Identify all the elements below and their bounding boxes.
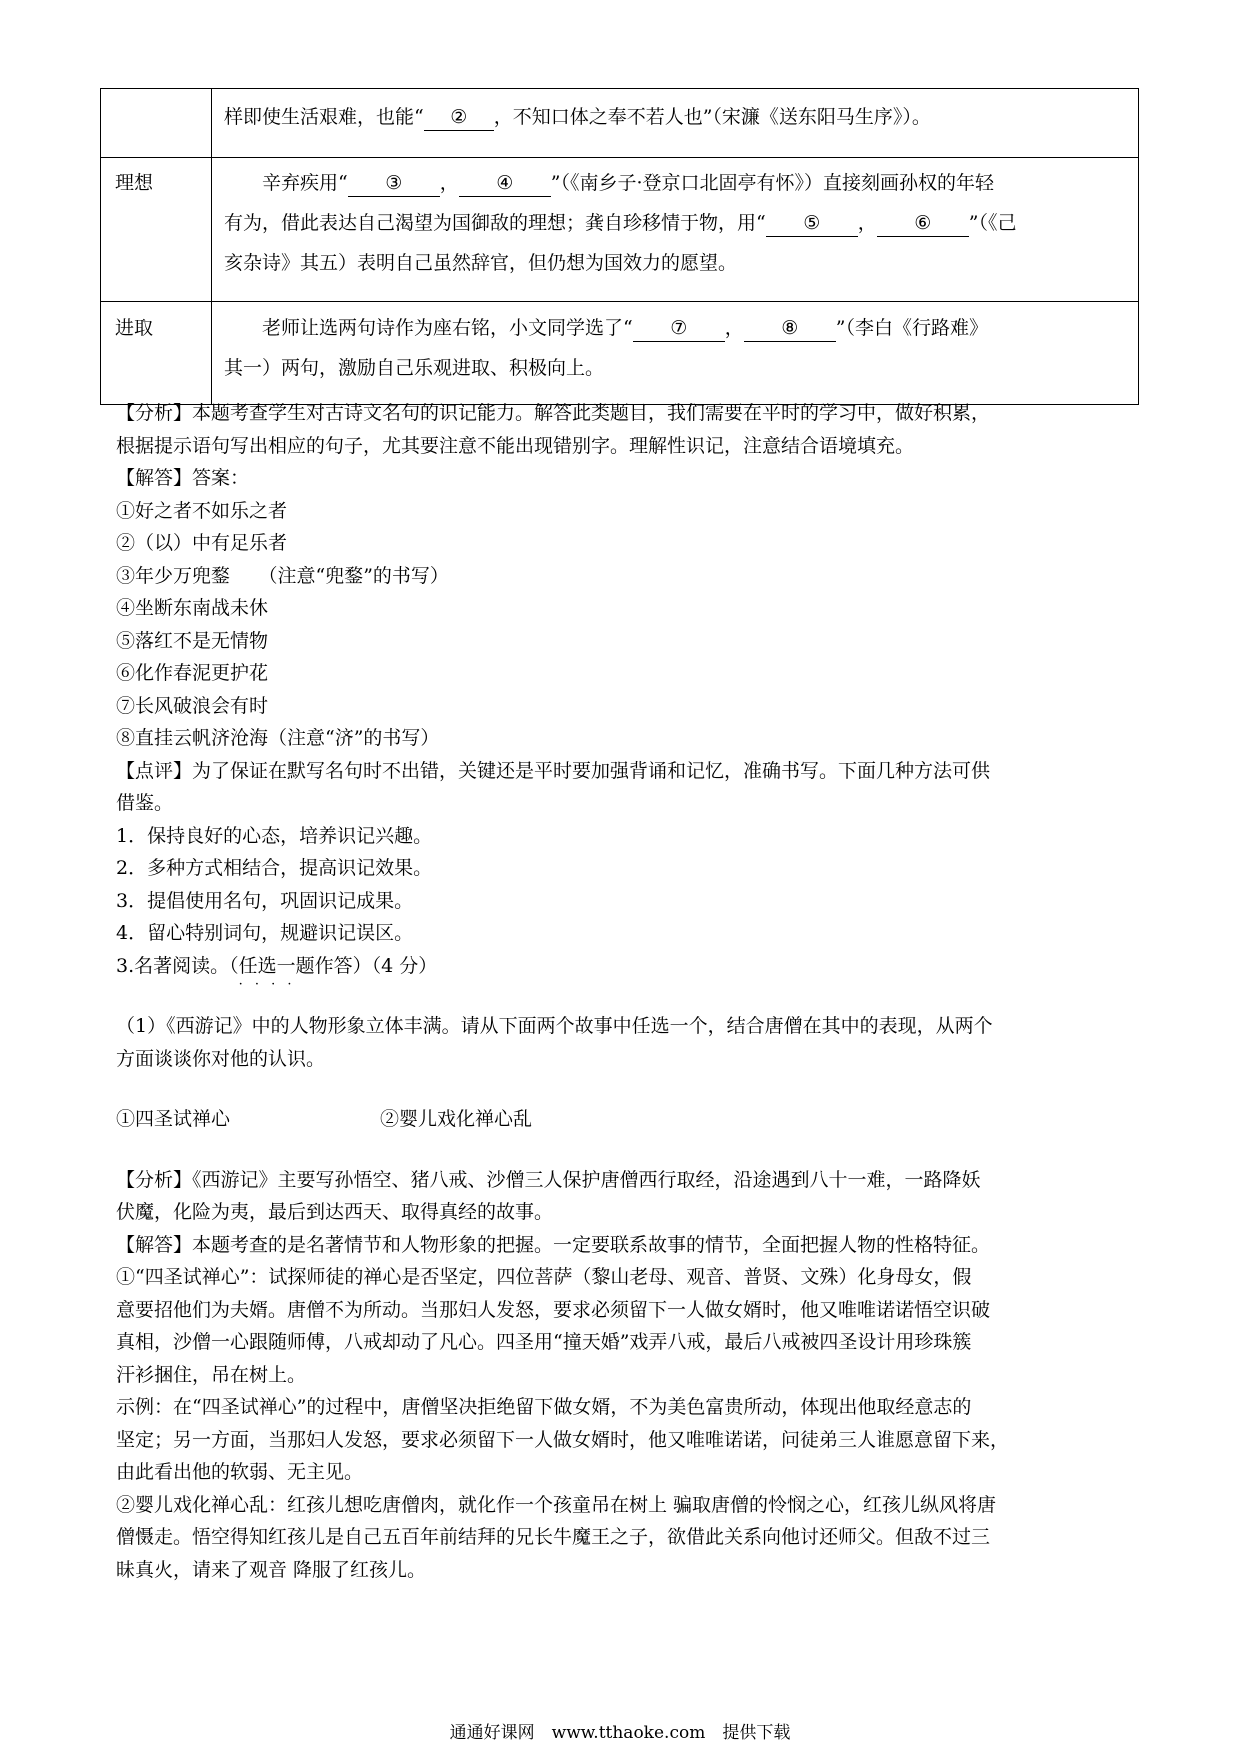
example-line: 示例：在“四圣试禅心”的过程中，唐僧坚决拒绝留下做女婿，不为美色富贵所动，体现出他取经意志的 xyxy=(116,1396,972,1418)
example-line: 由此看出他的软弱、无主见。 xyxy=(116,1461,364,1483)
question-line: （1）《西游记》中的人物形象立体丰满。请从下面两个故事中任选一个，结合唐僧在其中的表现，从两个 xyxy=(116,1015,993,1037)
question-text: 3.名著阅读。（ xyxy=(116,954,239,977)
example-line: 坚定；另一方面，当那妇人发怒，要求必须留下一人做女婿时，他又唯唯诺诺，问徒弟三人谁愿意留下来， xyxy=(116,1428,1010,1451)
table-row xyxy=(101,89,1139,158)
option-2: ②婴儿戏化禅心乱 xyxy=(380,1108,533,1130)
row-content xyxy=(212,89,1139,158)
poem-fill-table xyxy=(100,88,1139,405)
comment-line: 借鉴。 xyxy=(116,792,174,814)
answer-heading: 【解答】答案： xyxy=(116,467,250,489)
row-text: ”（《南乡子·登京口北固亭有怀》）直接刻画孙权的年轻 xyxy=(550,172,994,194)
answer-item: ⑥化作春泥更护花 xyxy=(116,662,269,684)
answer-item: ②（以）中有足乐者 xyxy=(116,532,288,554)
page-footer: 通通好课网 www.tthaoke.com 提供下载 xyxy=(449,1723,791,1743)
analysis-line: 【分析】本题考查学生对古诗文名句的识记能力。解答此类题目，我们需要在平时的学习中，做好积累， xyxy=(116,402,991,424)
row-text: 样即使生活艰难，也能“ xyxy=(224,106,424,128)
table-row xyxy=(101,158,1139,302)
answer-item: ④坐断东南战未休 xyxy=(116,597,269,619)
row-text: ”（李白《行路难》 xyxy=(835,317,988,339)
row-text: ”（《己 xyxy=(968,212,1017,234)
blank-5: ⑤ xyxy=(766,210,858,237)
question-text: 作答）（4 分） xyxy=(314,954,438,977)
solution-line: ①“四圣试禅心”：试探师徒的禅心是否坚定，四位菩萨（黎山老母、观音、普贤、文殊）化身母女，假 xyxy=(116,1266,972,1288)
solution-line: 真相，沙僧一心跟随师傅，八戒却动了凡心。四圣用“撞天婚”戏弄八戒，最后八戒被四圣设计用珍珠簇 xyxy=(116,1331,972,1353)
method-item: 2．多种方式相结合，提高识记效果。 xyxy=(116,857,433,879)
blank-3: ③ xyxy=(348,170,440,197)
solution-line: 意要招他们为夫婿。唐僧不为所动。当那妇人发怒，要求必须留下一人做女婿时，他又唯唯诺诺悟空识破 xyxy=(116,1298,991,1321)
analysis-line: 【分析】《西游记》主要写孙悟空、猪八戒、沙僧三人保护唐僧西行取经，沿途遇到八十一难，一路降妖 xyxy=(116,1168,981,1191)
row-text: 老师让选两句诗作为座右铭，小文同学选了“ xyxy=(262,317,633,339)
emphasis-text: 任选一题 · · · · xyxy=(239,955,315,977)
question-3-heading xyxy=(116,950,1136,983)
blank-6: ⑥ xyxy=(877,210,969,237)
blank-2: ② xyxy=(424,104,494,131)
solution-line: 汗衫捆住，吊在树上。 xyxy=(116,1363,307,1386)
answer-body xyxy=(116,397,1136,1586)
option-1: ①四圣试禅心 xyxy=(116,1108,231,1130)
solution-line: 昧真火，请来了观音 降服了红孩儿。 xyxy=(116,1558,427,1581)
row-text: 其一）两句，激励自己乐观进取、积极向上。 xyxy=(224,357,605,379)
method-item: 3．提倡使用名句，巩固识记成果。 xyxy=(116,889,414,912)
row-label xyxy=(101,89,212,158)
answer-item: ⑦长风破浪会有时 xyxy=(116,694,269,717)
blank-8: ⑧ xyxy=(744,315,836,342)
blank-7: ⑦ xyxy=(633,315,725,342)
method-item: 4．留心特别词句，规避识记误区。 xyxy=(116,922,414,944)
row-text: ， xyxy=(857,212,877,234)
row-label: 理想 xyxy=(101,158,212,302)
answer-item: ①好之者不如乐之者 xyxy=(116,499,288,522)
row-label: 进取 xyxy=(101,302,212,405)
story-options xyxy=(116,1103,1136,1136)
table-row xyxy=(101,302,1139,405)
analysis-line: 根据提示语句写出相应的句子，尤其要注意不能出现错别字。理解性识记，注意结合语境填充。 xyxy=(116,434,915,457)
row-content xyxy=(212,302,1139,405)
answer-item: ⑤落红不是无情物 xyxy=(116,629,269,652)
method-item: 1．保持良好的心态，培养识记兴趣。 xyxy=(116,824,433,847)
row-text: ， xyxy=(439,172,459,194)
solution-line: 僧慑走。悟空得知红孩儿是自己五百年前结拜的兄长牛魔王之子，欲借此关系向他讨还师父。但敌不过三 xyxy=(116,1526,991,1548)
question-line: 方面谈谈你对他的认识。 xyxy=(116,1047,326,1070)
answer-item: ③年少万兜鍪 （注意“兜鍪”的书写） xyxy=(116,564,449,587)
row-text: 辛弃疾用“ xyxy=(262,172,348,194)
blank-4: ④ xyxy=(459,170,551,197)
row-text: 有为，借此表达自己渴望为国御敌的理想；龚自珍移情于物，用“ xyxy=(224,212,766,234)
row-text: 亥杂诗》其五）表明自己虽然辞官，但仍想为国效力的愿望。 xyxy=(224,252,738,274)
comment-line: 【点评】为了保证在默写名句时不出错，关键还是平时要加强背诵和记忆，准确书写。下面几种方法可供 xyxy=(116,759,991,782)
row-text: ，不知口体之奉不若人也”（宋濂《送东阳马生序》）。 xyxy=(493,106,931,128)
row-content xyxy=(212,158,1139,302)
row-text: ， xyxy=(724,317,744,339)
solution-line: ②婴儿戏化禅心乱：红孩儿想吃唐僧肉，就化作一个孩童吊在树上 骗取唐僧的怜悯之心，红孩儿纵风将唐 xyxy=(116,1493,997,1516)
answer-item: ⑧直挂云帆济沧海（注意“济”的书写） xyxy=(116,727,440,749)
solution-line: 【解答】本题考查的是名著情节和人物形象的把握。一定要联系故事的情节，全面把握人物的性格特征。 xyxy=(116,1233,991,1256)
analysis-line: 伏魔，化险为夷，最后到达西天、取得真经的故事。 xyxy=(116,1201,554,1223)
